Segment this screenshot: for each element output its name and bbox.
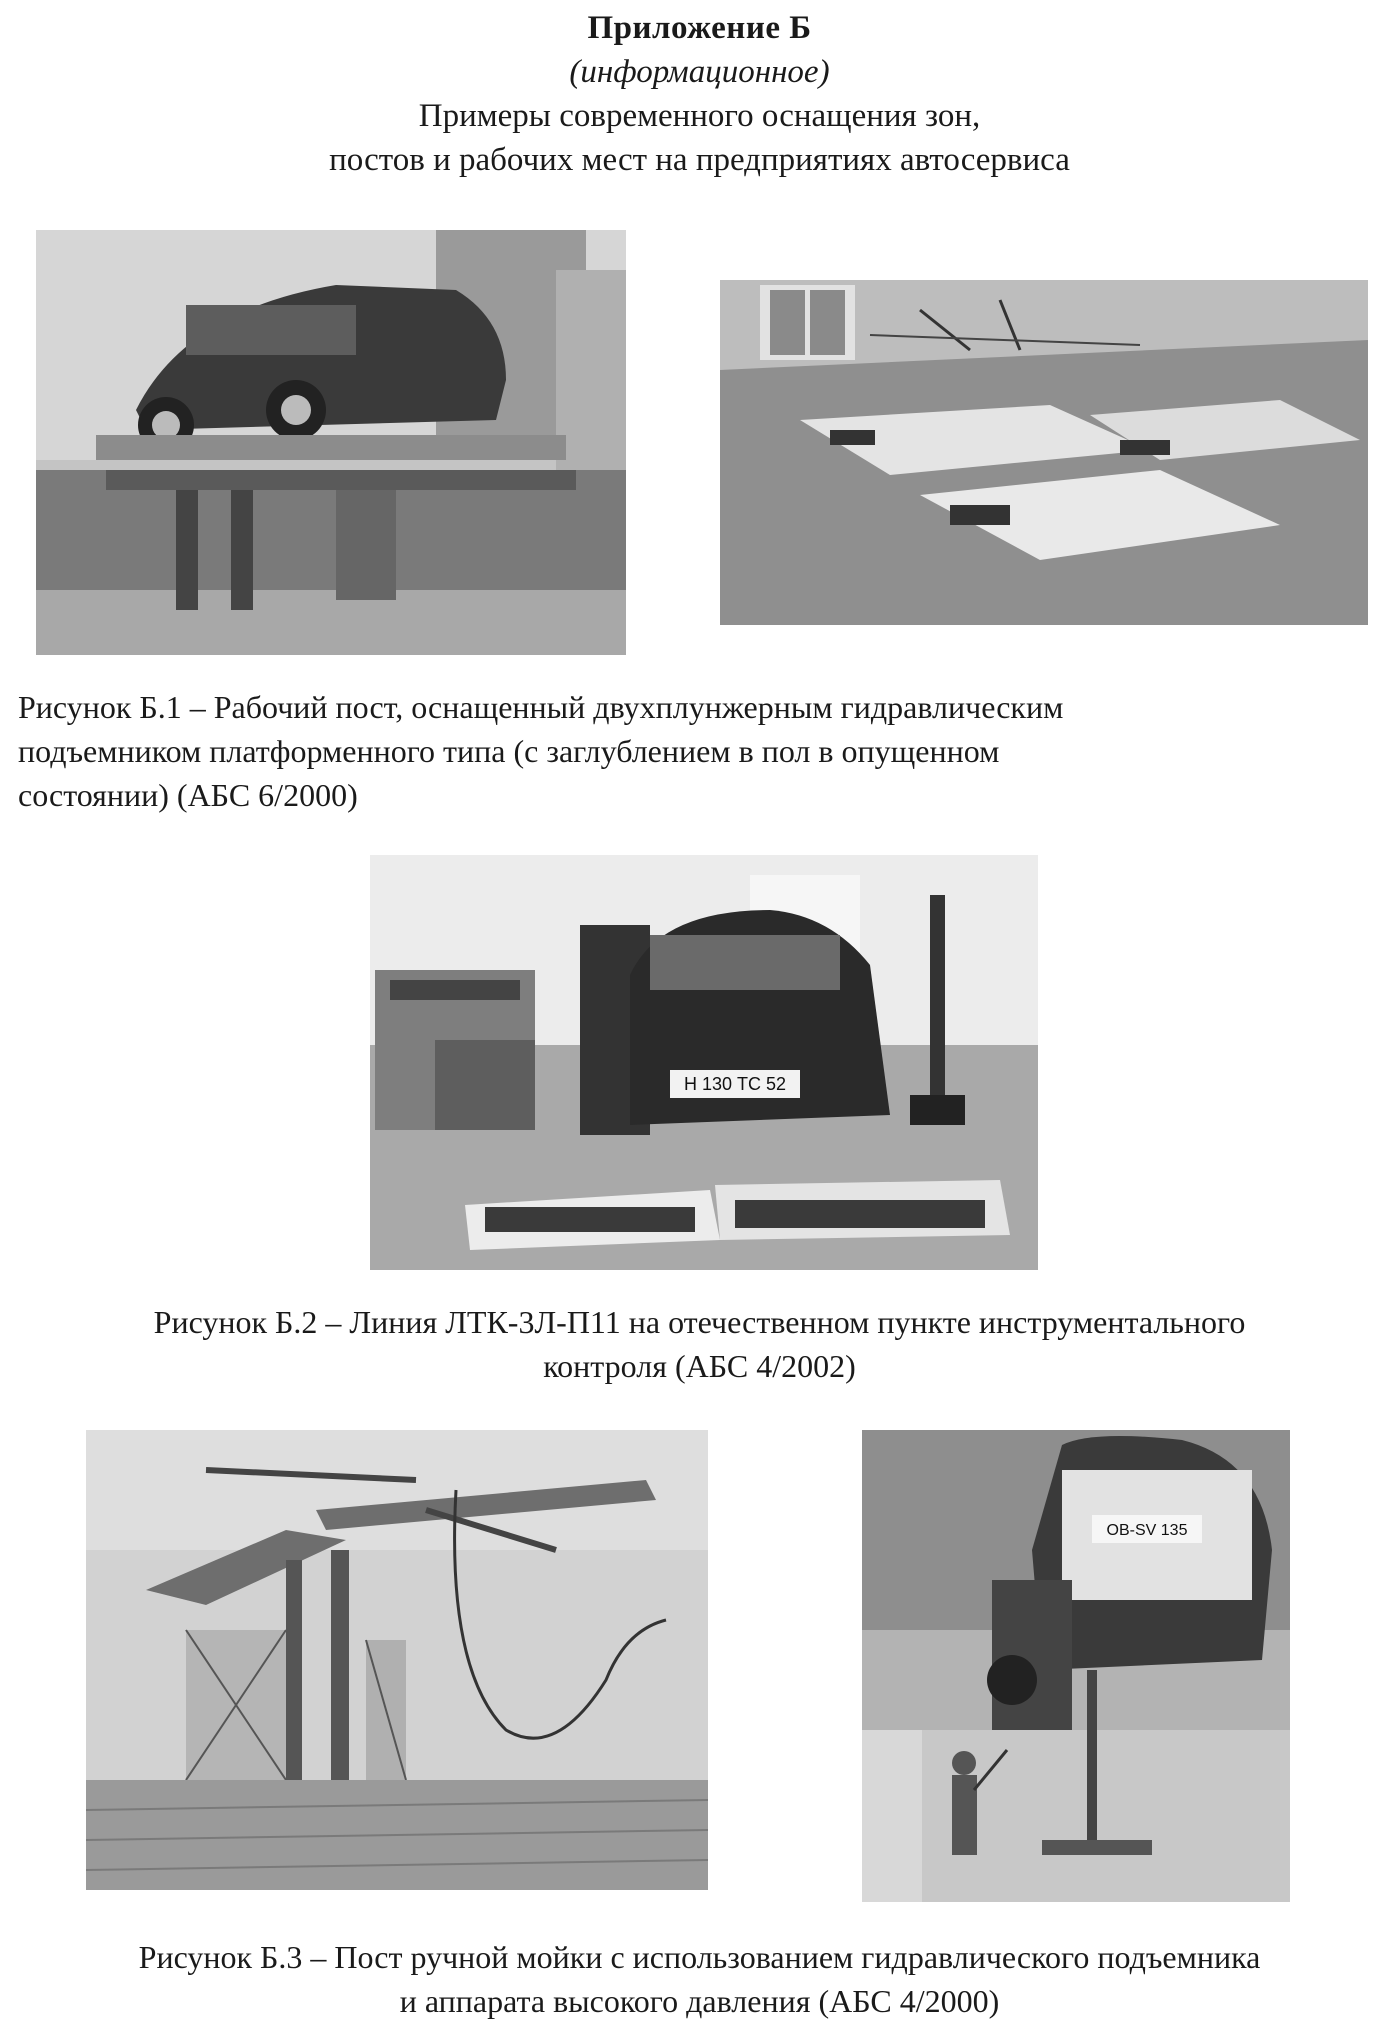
license-plate-text: Н 130 ТС 52 — [683, 1074, 787, 1094]
figure-b2-caption-line-1: Рисунок Б.2 – Линия ЛТК-3Л-П11 на отечественном пункте инструментального — [153, 1304, 1246, 1340]
appendix-subtitle: (информационное) — [569, 54, 830, 90]
figure-b1-caption-line-2: подъемником платформенного типа (с заглублением в пол в опущенном — [18, 733, 1000, 769]
appendix-heading-line-2: постов и рабочих мест на предприятиях автосервиса — [329, 142, 1070, 178]
figure-b2-caption-line-2: контроля (АБС 4/2002) — [543, 1348, 856, 1384]
photo-inspection-line — [370, 855, 1038, 1270]
figure-b1-caption-line-3: состоянии) (АБС 6/2000) — [18, 777, 358, 813]
figure-b3-caption-line-1: Рисунок Б.3 – Пост ручной мойки с использованием гидравлического подъемника — [138, 1939, 1261, 1975]
photo-raised-car-washing — [862, 1430, 1290, 1902]
photo-wash-bay-lift — [86, 1430, 708, 1890]
appendix-title: Приложение Б — [587, 10, 812, 46]
photo-platform-lift — [36, 230, 626, 655]
appendix-heading-line-1: Примеры современного оснащения зон, — [418, 98, 981, 134]
figure-b1-caption-line-1: Рисунок Б.1 – Рабочий пост, оснащенный двухплунжерным гидравлическим — [18, 689, 1064, 725]
figure-b3-caption-line-2: и аппарата высокого давления (АБС 4/2000) — [399, 1983, 1000, 2019]
license-plate-text: OB-SV 135 — [1106, 1522, 1188, 1539]
photo-floor-lift-pads — [720, 280, 1368, 625]
figure-b1-caption — [18, 685, 1388, 817]
appendix-header — [0, 6, 1399, 182]
figure-b3-caption — [0, 1935, 1399, 2023]
figure-b2-caption — [0, 1300, 1399, 1388]
